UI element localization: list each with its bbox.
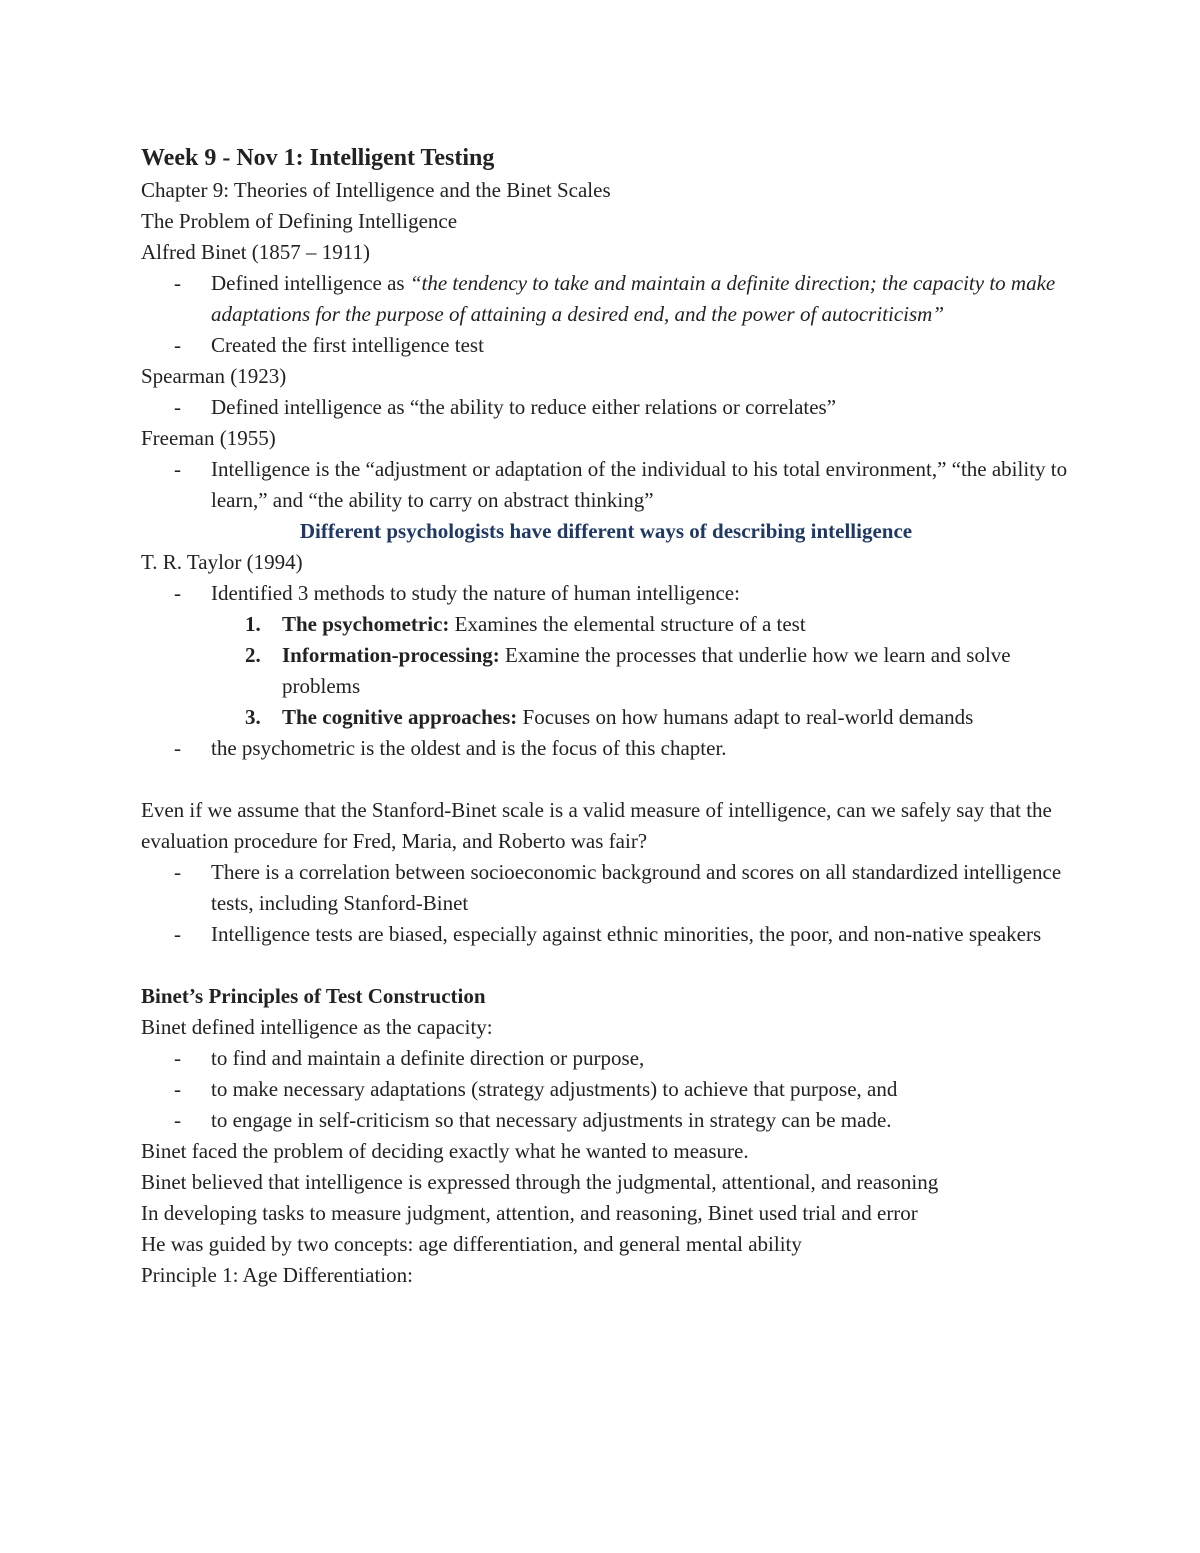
freeman-heading: Freeman (1955) bbox=[141, 426, 276, 450]
problem-heading: The Problem of Defining Intelligence bbox=[141, 209, 458, 233]
taylor-oldest-text: the psychometric is the oldest and is the focus of this chapter. bbox=[211, 736, 727, 760]
highlight-statement: Different psychologists have different ways of describing intelligence bbox=[299, 519, 913, 543]
freeman-bullet bbox=[141, 454, 1071, 516]
method-label: The psychometric: bbox=[282, 612, 450, 636]
method-item-2 bbox=[141, 640, 1071, 702]
binet-heading: Alfred Binet (1857 – 1911) bbox=[141, 240, 371, 264]
method-label: Information-processing: bbox=[282, 643, 500, 667]
method-item-3 bbox=[141, 702, 1071, 733]
document-page bbox=[141, 141, 1071, 1291]
principle-1-line: Principle 1: Age Differentiation: bbox=[141, 1263, 413, 1287]
freeman-bullet-text: Intelligence is the “adjustment or adaptation of the individual to his total environment,” “the ability to learn,” and “the ability to carry on abstract thinking” bbox=[211, 457, 1068, 512]
bullet-dash: - bbox=[174, 457, 181, 481]
binet-bullet-definition bbox=[141, 268, 1071, 330]
bullet-dash: - bbox=[174, 922, 181, 946]
bullet-dash: - bbox=[174, 333, 181, 357]
method-text: Focuses on how humans adapt to real-world demands bbox=[517, 705, 974, 729]
faced-line: Binet faced the problem of deciding exactly what he wanted to measure. bbox=[141, 1139, 749, 1163]
spearman-bullet bbox=[141, 392, 1071, 423]
bullet-dash: - bbox=[174, 1108, 181, 1132]
capacity-text-2: to make necessary adaptations (strategy adjustments) to achieve that purpose, and bbox=[211, 1077, 898, 1101]
binet-definition-quote: “the tendency to take and maintain a definite direction; the capacity to make adaptations for the purpose of attaining a desired end, and the power of autocriticism” bbox=[211, 271, 1056, 326]
page-title: Week 9 - Nov 1: Intelligent Testing bbox=[141, 145, 495, 171]
method-text: Examine the processes that underlie how we learn and solve problems bbox=[282, 643, 1011, 698]
developing-line: In developing tasks to measure judgment, attention, and reasoning, Binet used trial and error bbox=[141, 1201, 918, 1225]
spearman-bullet-text: Defined intelligence as “the ability to reduce either relations or correlates” bbox=[211, 395, 837, 419]
bullet-dash: - bbox=[174, 271, 181, 295]
method-text: Examines the elemental structure of a test bbox=[449, 612, 806, 636]
capacity-text-3: to engage in self-criticism so that necessary adjustments in strategy can be made. bbox=[211, 1108, 892, 1132]
believed-line: Binet believed that intelligence is expressed through the judgmental, attentional, and reasoning bbox=[141, 1170, 939, 1194]
method-item-1 bbox=[141, 609, 1071, 640]
binet-bullet-first-test bbox=[141, 330, 1071, 361]
taylor-bullet-methods bbox=[141, 578, 1071, 609]
method-number: 2. bbox=[245, 643, 261, 667]
bullet-dash: - bbox=[174, 581, 181, 605]
method-number: 1. bbox=[245, 612, 261, 636]
section-heading-principles: Binet’s Principles of Test Construction bbox=[141, 984, 486, 1008]
taylor-heading: T. R. Taylor (1994) bbox=[141, 550, 303, 574]
taylor-methods-text: Identified 3 methods to study the nature of human intelligence: bbox=[211, 581, 740, 605]
bullet-dash: - bbox=[174, 860, 181, 884]
fairness-bullet-correlation bbox=[141, 857, 1071, 919]
spearman-heading: Spearman (1923) bbox=[141, 364, 287, 388]
bullet-dash: - bbox=[174, 395, 181, 419]
capacity-bullet-2 bbox=[141, 1074, 1071, 1105]
binet-first-test-text: Created the first intelligence test bbox=[211, 333, 484, 357]
capacity-intro: Binet defined intelligence as the capacity: bbox=[141, 1015, 493, 1039]
blank-line bbox=[141, 764, 1071, 795]
capacity-bullet-3 bbox=[141, 1105, 1071, 1136]
fairness-bullet-bias bbox=[141, 919, 1071, 950]
correlation-text: There is a correlation between socioeconomic background and scores on all standardized intelligence tests, including Stanford-Binet bbox=[211, 860, 1062, 915]
taylor-bullet-oldest bbox=[141, 733, 1071, 764]
bullet-dash: - bbox=[174, 736, 181, 760]
bullet-dash: - bbox=[174, 1077, 181, 1101]
blank-line bbox=[141, 950, 1071, 981]
method-label: The cognitive approaches: bbox=[282, 705, 518, 729]
capacity-bullet-1 bbox=[141, 1043, 1071, 1074]
chapter-line: Chapter 9: Theories of Intelligence and the Binet Scales bbox=[141, 178, 611, 202]
method-number: 3. bbox=[245, 705, 261, 729]
capacity-text-1: to find and maintain a definite direction or purpose, bbox=[211, 1046, 645, 1070]
binet-definition-prefix: Defined intelligence as bbox=[211, 271, 410, 295]
bias-text: Intelligence tests are biased, especially against ethnic minorities, the poor, and non-native speakers bbox=[211, 922, 1042, 946]
guided-line: He was guided by two concepts: age differentiation, and general mental ability bbox=[141, 1232, 802, 1256]
bullet-dash: - bbox=[174, 1046, 181, 1070]
fairness-question: Even if we assume that the Stanford-Binet scale is a valid measure of intelligence, can we safely say that the evaluation procedure for Fred, Maria, and Roberto was fair? bbox=[141, 798, 1052, 853]
